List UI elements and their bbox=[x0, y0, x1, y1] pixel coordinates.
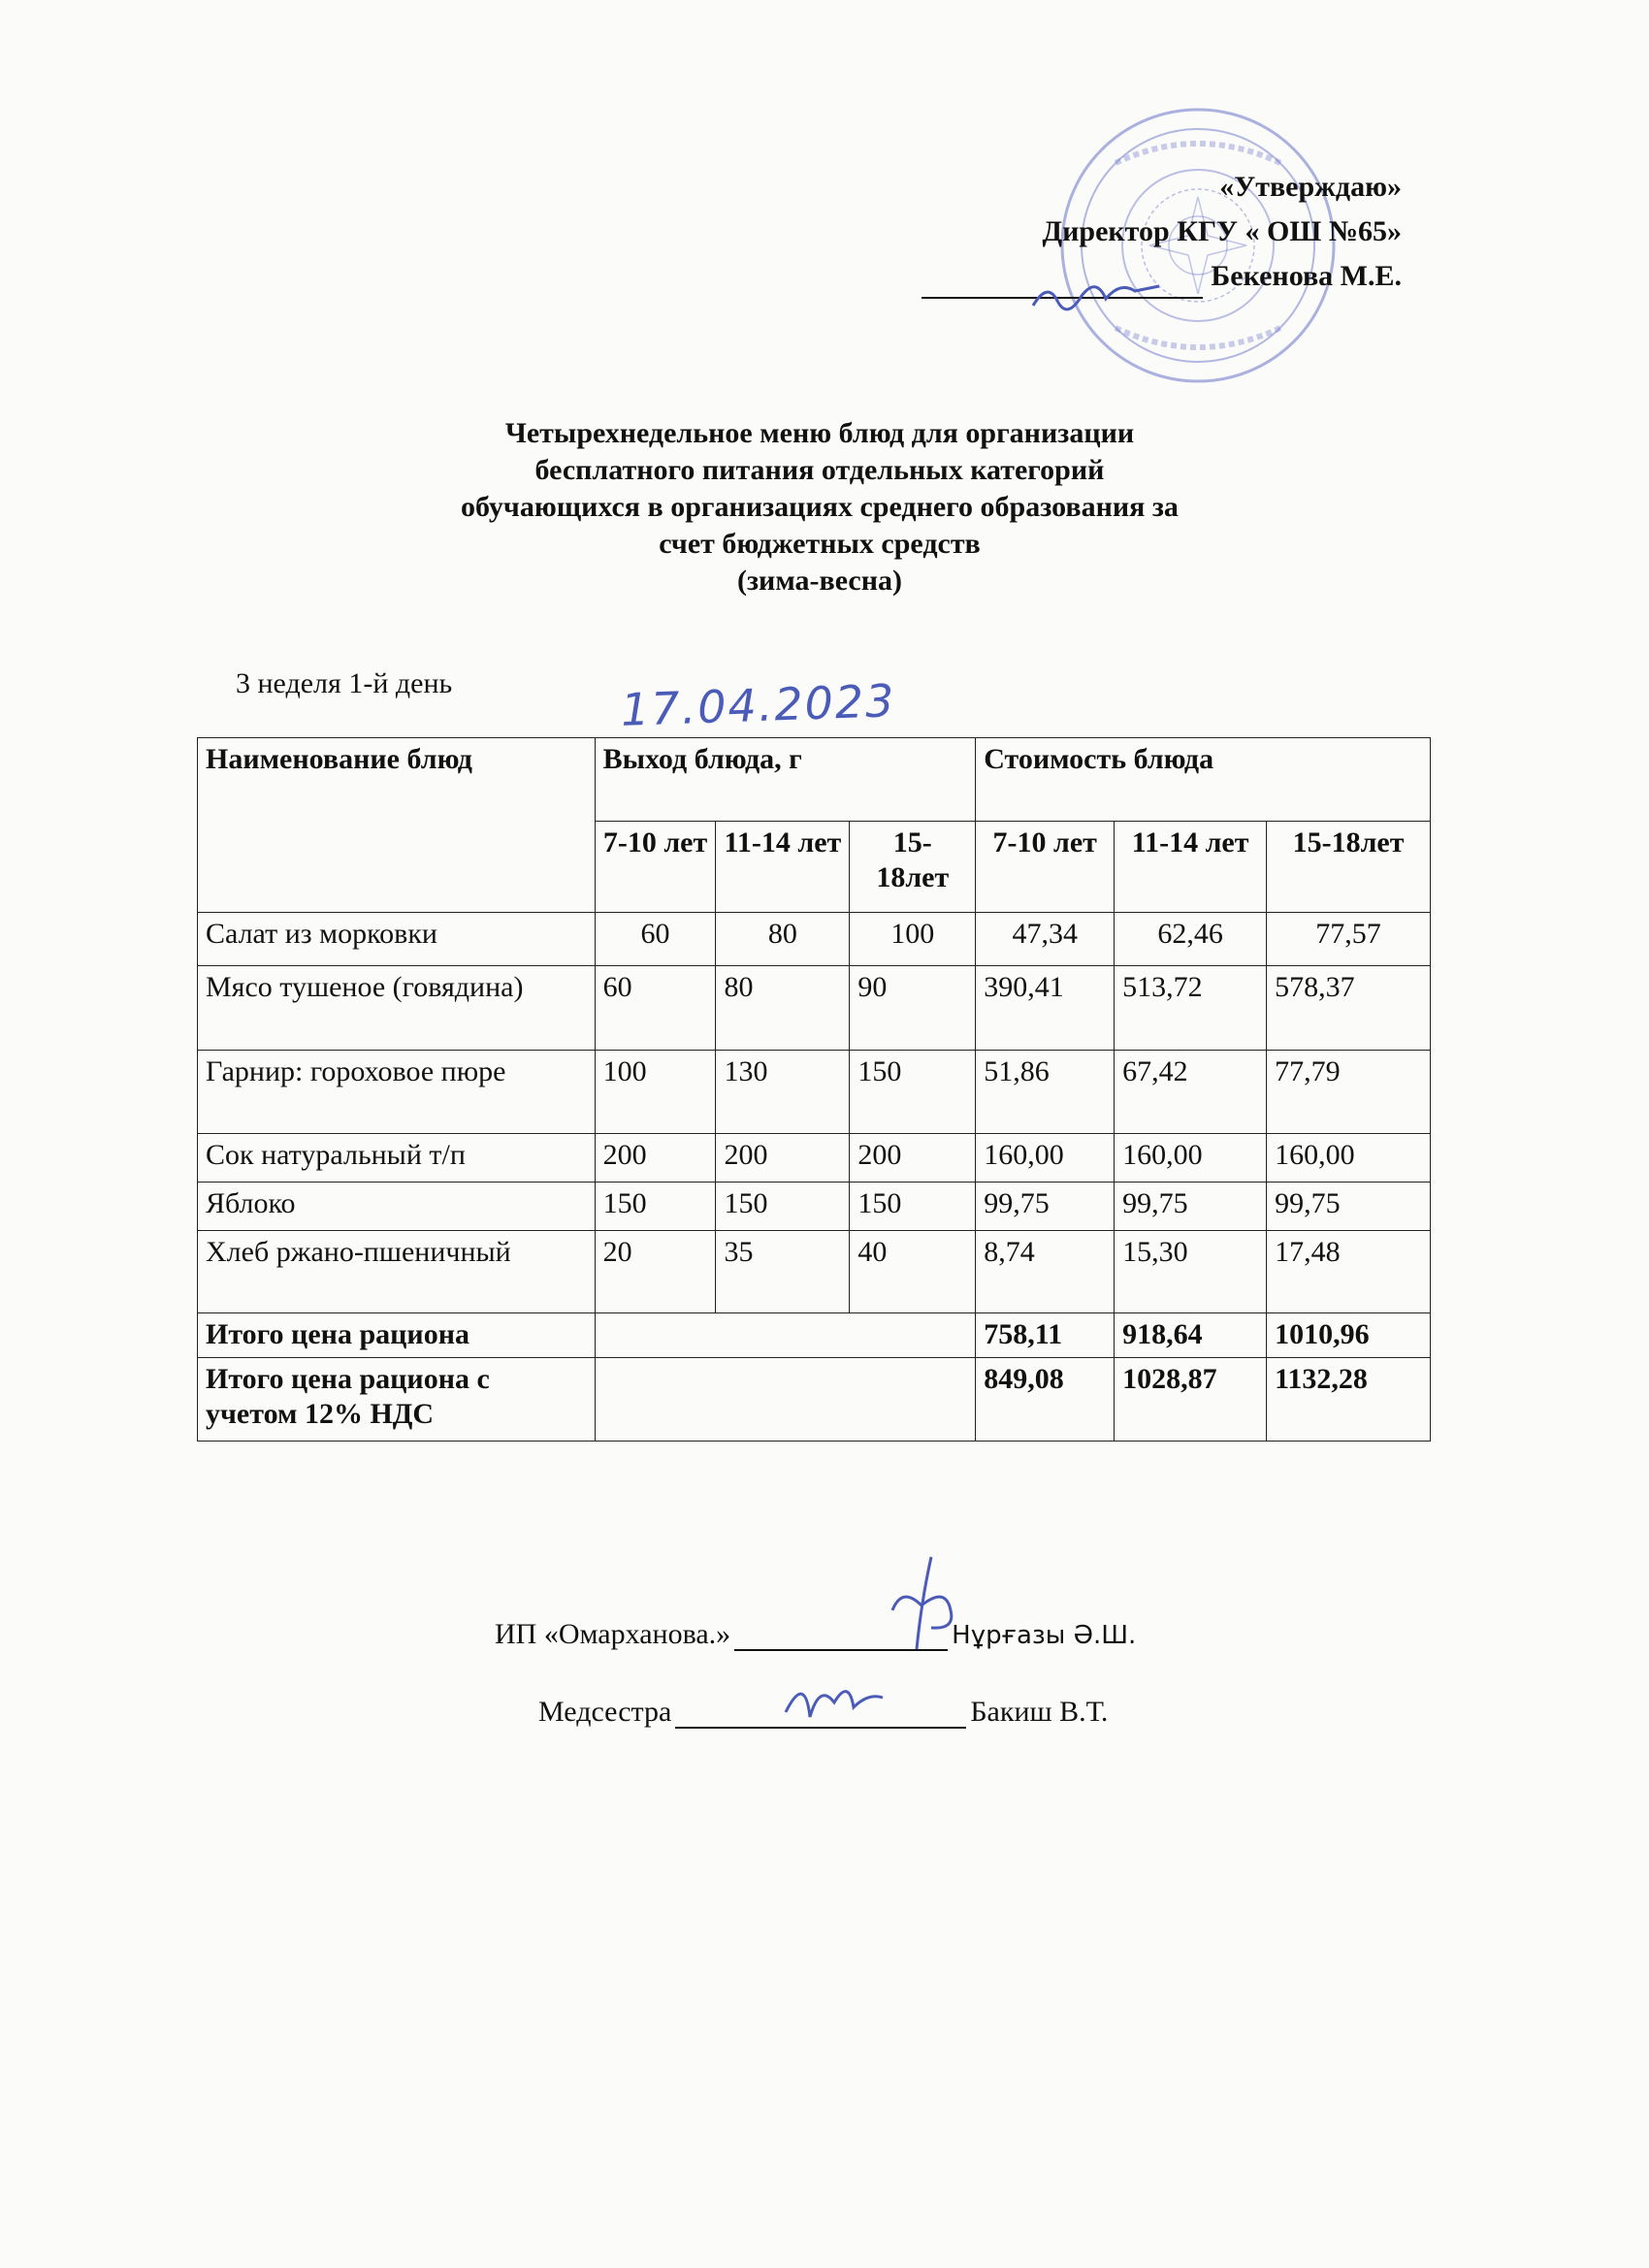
table-row bbox=[198, 966, 1431, 1051]
total-vat-label: Итого цена рациона с учетом 12% НДС bbox=[198, 1358, 596, 1442]
header-output: Выход блюда, г bbox=[595, 738, 976, 822]
total-vat-value: 1028,87 bbox=[1115, 1358, 1267, 1442]
age-group-header: 11-14 лет bbox=[1115, 822, 1267, 913]
output-value: 150 bbox=[716, 1183, 850, 1231]
supplier-signature-block bbox=[495, 1618, 1136, 1651]
output-value: 150 bbox=[850, 1051, 976, 1134]
output-value: 130 bbox=[716, 1051, 850, 1134]
cost-value: 513,72 bbox=[1115, 966, 1267, 1051]
cost-value: 99,75 bbox=[976, 1183, 1115, 1231]
total-value: 758,11 bbox=[976, 1313, 1115, 1358]
approval-title: «Утверждаю» bbox=[1219, 171, 1402, 203]
nurse-name: Бакиш В.Т. bbox=[970, 1696, 1109, 1728]
age-group-header: 15-18лет bbox=[1267, 822, 1431, 913]
supplier-signature bbox=[863, 1552, 980, 1659]
output-value: 150 bbox=[850, 1183, 976, 1231]
cost-value: 160,00 bbox=[976, 1134, 1115, 1183]
cost-value: 99,75 bbox=[1267, 1183, 1431, 1231]
output-value: 200 bbox=[716, 1134, 850, 1183]
total-vat-empty bbox=[595, 1358, 976, 1442]
cost-value: 390,41 bbox=[976, 966, 1115, 1051]
total-value: 1010,96 bbox=[1267, 1313, 1431, 1358]
approval-position: Директор КГУ « ОШ №65» bbox=[1042, 215, 1402, 247]
cost-value: 99,75 bbox=[1115, 1183, 1267, 1231]
title-line-1: Четырехнедельное меню блюд для организации bbox=[504, 417, 1135, 449]
age-group-header: 11-14 лет bbox=[716, 822, 850, 913]
title-line-3: обучающихся в организациях среднего образования за bbox=[461, 491, 1179, 523]
menu-table bbox=[197, 737, 1431, 1442]
output-value: 150 bbox=[595, 1183, 716, 1231]
output-value: 80 bbox=[716, 966, 850, 1051]
table-row bbox=[198, 1183, 1431, 1231]
cost-value: 578,37 bbox=[1267, 966, 1431, 1051]
cost-value: 8,74 bbox=[976, 1231, 1115, 1313]
total-vat-value: 849,08 bbox=[976, 1358, 1115, 1442]
output-value: 200 bbox=[595, 1134, 716, 1183]
dish-name: Хлеб ржано-пшеничный bbox=[198, 1231, 596, 1313]
cost-value: 77,57 bbox=[1267, 913, 1431, 966]
cost-value: 62,46 bbox=[1115, 913, 1267, 966]
week-day-label: 3 неделя 1-й день bbox=[236, 667, 453, 699]
total-row bbox=[198, 1313, 1431, 1358]
dish-name: Салат из морковки bbox=[198, 913, 596, 966]
table-row bbox=[198, 1051, 1431, 1134]
output-value: 90 bbox=[850, 966, 976, 1051]
output-value: 100 bbox=[850, 913, 976, 966]
output-value: 60 bbox=[595, 913, 716, 966]
age-group-header: 7-10 лет bbox=[595, 822, 716, 913]
age-group-header: 7-10 лет bbox=[976, 822, 1115, 913]
supplier-label: ИП «Омарханова.» bbox=[495, 1618, 731, 1650]
total-value: 918,64 bbox=[1115, 1313, 1267, 1358]
dish-name: Мясо тушеное (говядина) bbox=[198, 966, 596, 1051]
output-value: 200 bbox=[850, 1134, 976, 1183]
cost-value: 77,79 bbox=[1267, 1051, 1431, 1134]
cost-value: 17,48 bbox=[1267, 1231, 1431, 1313]
cost-value: 15,30 bbox=[1115, 1231, 1267, 1313]
total-empty bbox=[595, 1313, 976, 1358]
title-line-2: бесплатного питания отдельных категорий bbox=[534, 454, 1105, 486]
total-vat-value: 1132,28 bbox=[1267, 1358, 1431, 1442]
nurse-signature bbox=[776, 1664, 892, 1732]
cost-value: 47,34 bbox=[976, 913, 1115, 966]
dish-name: Яблоко bbox=[198, 1183, 596, 1231]
table-row bbox=[198, 913, 1431, 966]
cost-value: 51,86 bbox=[976, 1051, 1115, 1134]
nurse-label: Медсестра bbox=[538, 1696, 672, 1728]
title-line-5: (зима-весна) bbox=[736, 565, 903, 597]
output-value: 35 bbox=[716, 1231, 850, 1313]
output-value: 100 bbox=[595, 1051, 716, 1134]
header-dish-name: Наименование блюд bbox=[198, 738, 596, 913]
handwritten-date: 17.04.2023 bbox=[620, 674, 897, 736]
director-signature bbox=[1028, 262, 1164, 320]
total-label: Итого цена рациона bbox=[198, 1313, 596, 1358]
output-value: 20 bbox=[595, 1231, 716, 1313]
supplier-name: Нұрғазы Ә.Ш. bbox=[952, 1621, 1137, 1650]
dish-name: Сок натуральный т/п bbox=[198, 1134, 596, 1183]
director-name: Бекенова М.Е. bbox=[1211, 260, 1402, 292]
table-row bbox=[198, 1134, 1431, 1183]
total-vat-row bbox=[198, 1358, 1431, 1442]
dish-name: Гарнир: гороховое пюре bbox=[198, 1051, 596, 1134]
cost-value: 67,42 bbox=[1115, 1051, 1267, 1134]
document-title bbox=[291, 415, 1348, 599]
cost-value: 160,00 bbox=[1267, 1134, 1431, 1183]
table-row bbox=[198, 1231, 1431, 1313]
header-cost: Стоимость блюда bbox=[976, 738, 1431, 822]
output-value: 40 bbox=[850, 1231, 976, 1313]
title-line-4: счет бюджетных средств bbox=[659, 528, 981, 560]
output-value: 60 bbox=[595, 966, 716, 1051]
output-value: 80 bbox=[716, 913, 850, 966]
cost-value: 160,00 bbox=[1115, 1134, 1267, 1183]
age-group-header: 15-18лет bbox=[850, 822, 976, 913]
